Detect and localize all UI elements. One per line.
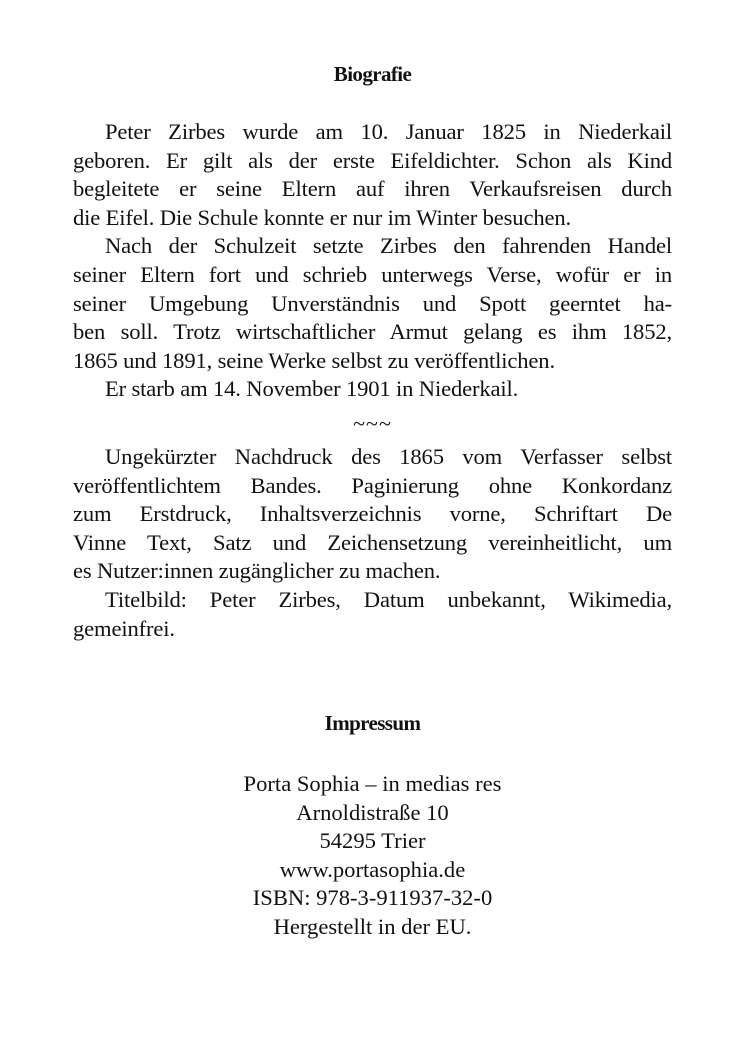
text-line: geboren. Er gilt als der erste Eifeldichter. Schon als Kind xyxy=(73,147,672,173)
edition-notes-paragraph-1 xyxy=(73,443,672,586)
text-line: begleitete er seine Eltern auf ihren Verkaufsreisen durch xyxy=(73,176,672,202)
text-line: ben soll. Trotz wirtschaftlicher Armut gelang es ihm 1852, xyxy=(73,319,672,345)
biography-paragraph-2 xyxy=(73,232,672,375)
street-address: Arnoldistraße 10 xyxy=(296,799,449,825)
isbn: ISBN: 978-3-911937-32-0 xyxy=(252,885,493,911)
publisher-name: Porta Sophia – in medias res xyxy=(243,771,502,796)
section-separator: ~~~ xyxy=(353,411,392,436)
text-line: Nach der Schulzeit setzte Zirbes den fahrenden Handel xyxy=(105,233,672,259)
text-line: 1865 und 1891, seine Werke selbst zu veröffentlichen. xyxy=(73,347,555,373)
edition-notes-paragraph-2 xyxy=(73,586,672,643)
manufacturing-note: Hergestellt in der EU. xyxy=(273,913,472,939)
postal-city: 54295 Trier xyxy=(319,828,426,854)
text-line: Titelbild: Peter Zirbes, Datum unbekannt, Wikimedia, xyxy=(105,587,672,612)
text-line: die Eifel. Die Schule konnte er nur im Winter besuchen. xyxy=(73,204,572,230)
impressum-heading: Impressum xyxy=(324,711,421,735)
text-line: zum Erstdruck, Inhaltsverzeichnis vorne, Schriftart De xyxy=(73,501,672,527)
biography-paragraph-1 xyxy=(73,118,672,232)
text-line: es Nutzer:innen zugänglicher zu machen. xyxy=(73,558,441,584)
text-line: Vinne Text, Satz und Zeichensetzung vereinheitlicht, um xyxy=(73,529,672,555)
text-line: seiner Umgebung Unverständnis und Spott geerntet ha- xyxy=(73,290,672,316)
biography-heading: Biografie xyxy=(333,62,412,86)
text-line: Ungekürzter Nachdruck des 1865 vom Verfasser selbst xyxy=(105,444,672,469)
biography-paragraph-3 xyxy=(73,375,672,404)
text-line: veröffentlichtem Bandes. Paginierung ohne Konkordanz xyxy=(73,472,672,498)
text-line: seiner Eltern fort und schrieb unterwegs Verse, wofür er in xyxy=(73,261,672,287)
text-line: gemeinfrei. xyxy=(73,615,175,641)
impressum-block xyxy=(73,770,672,942)
website: www.portasophia.de xyxy=(279,856,466,882)
text-line: Peter Zirbes wurde am 10. Januar 1825 in Niederkail xyxy=(105,119,672,144)
text-line: Er starb am 14. November 1901 in Niederkail. xyxy=(105,376,519,402)
